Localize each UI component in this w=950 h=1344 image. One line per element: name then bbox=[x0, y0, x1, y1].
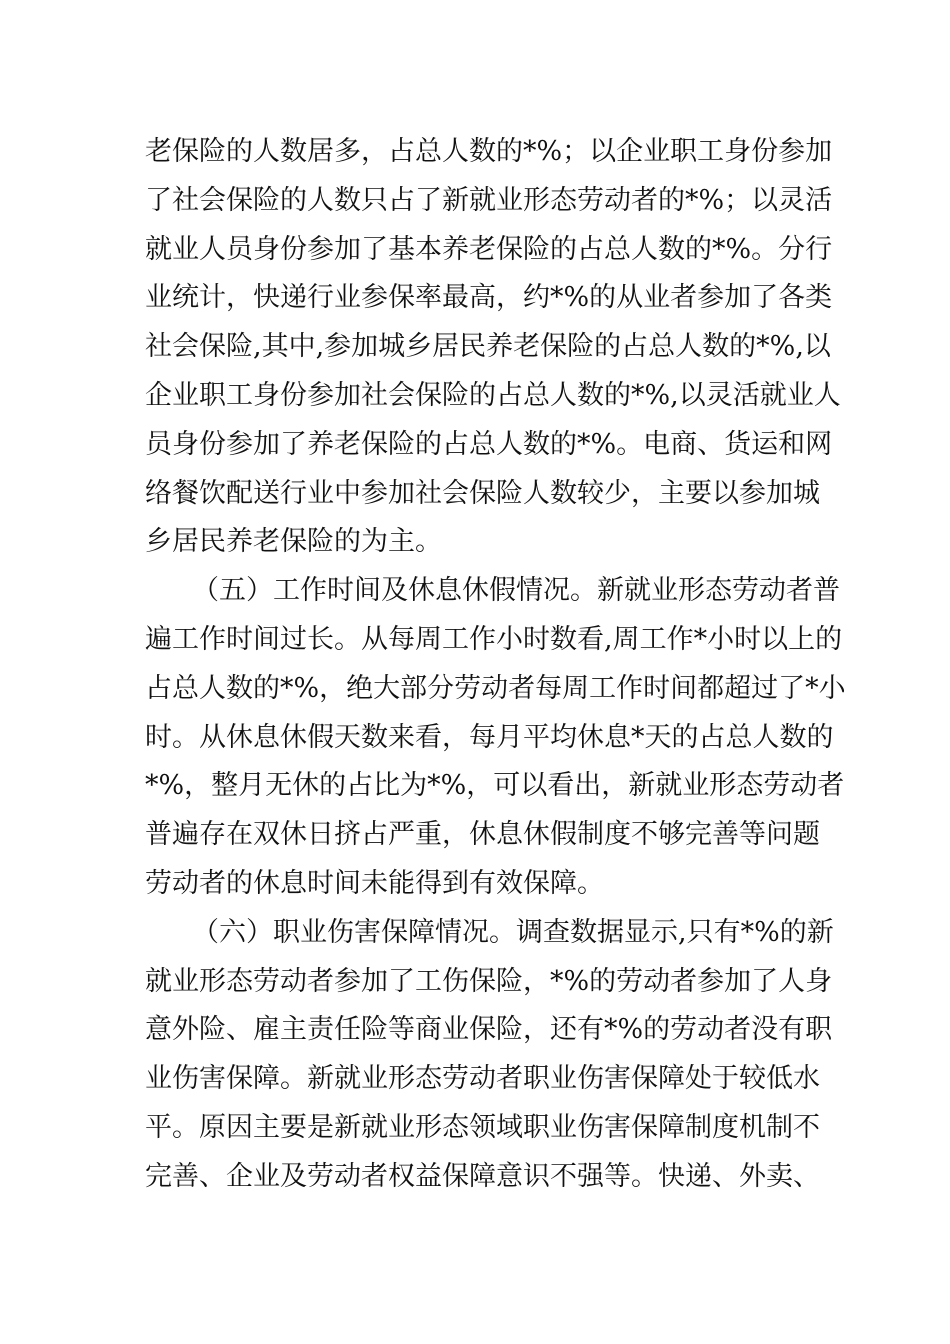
text-line: 业统计，快递行业参保率最高，约*%的从业者参加了各类 bbox=[145, 282, 833, 314]
paragraph-insurance-participation bbox=[145, 128, 841, 567]
document-body bbox=[145, 128, 846, 1202]
text-line: 了社会保险的人数只占了新就业形态劳动者的*%；以灵活 bbox=[145, 184, 833, 216]
text-line: 企业职工身份参加社会保险的占总人数的*%,以灵活就业人 bbox=[145, 379, 841, 411]
paragraph-working-hours bbox=[145, 567, 846, 909]
text-line: 普遍存在双休日挤占严重，休息休假制度不够完善等问题 bbox=[145, 819, 820, 851]
text-line: 老保险的人数居多，占总人数的*%；以企业职工身份参加 bbox=[145, 136, 833, 167]
text-line: 遍工作时间过长。从每周工作小时数看,周工作*小时以上的 bbox=[145, 623, 843, 655]
paragraph-occupational-injury bbox=[145, 909, 834, 1202]
text-line: 就业人员身份参加了基本养老保险的占总人数的*%。分行 bbox=[145, 233, 833, 265]
text-line: 平。原因主要是新就业形态领域职业伤害保障制度机制不 bbox=[145, 1111, 820, 1143]
text-line: （六）职业伤害保障情况。调查数据显示,只有*%的新 bbox=[192, 916, 834, 948]
text-line: 社会保险,其中,参加城乡居民养老保险的占总人数的*%,以 bbox=[145, 331, 831, 363]
text-line: 员身份参加了养老保险的占总人数的*%。电商、货运和网 bbox=[145, 428, 833, 460]
text-line: *%，整月无休的占比为*%，可以看出，新就业形态劳动者 bbox=[145, 770, 845, 802]
text-line: 络餐饮配送行业中参加社会保险人数较少，主要以参加城 bbox=[145, 477, 820, 509]
text-line: 占总人数的*%，绝大部分劳动者每周工作时间都超过了*小 bbox=[145, 672, 846, 704]
text-line: 乡居民养老保险的为主。 bbox=[145, 526, 442, 558]
text-line: 时。从休息休假天数来看，每月平均休息*天的占总人数的 bbox=[145, 721, 834, 753]
text-line: 意外险、雇主责任险等商业保险，还有*%的劳动者没有职 bbox=[145, 1014, 833, 1046]
text-line: （五）工作时间及休息休假情况。新就业形态劳动者普 bbox=[192, 575, 840, 607]
text-line: 劳动者的休息时间未能得到有效保障。 bbox=[145, 867, 604, 899]
text-line: 就业形态劳动者参加了工伤保险，*%的劳动者参加了人身 bbox=[145, 965, 833, 997]
text-line: 完善、企业及劳动者权益保障意识不强等。快递、外卖、 bbox=[145, 1160, 820, 1192]
text-line: 业伤害保障。新就业形态劳动者职业伤害保障处于较低水 bbox=[145, 1063, 820, 1095]
